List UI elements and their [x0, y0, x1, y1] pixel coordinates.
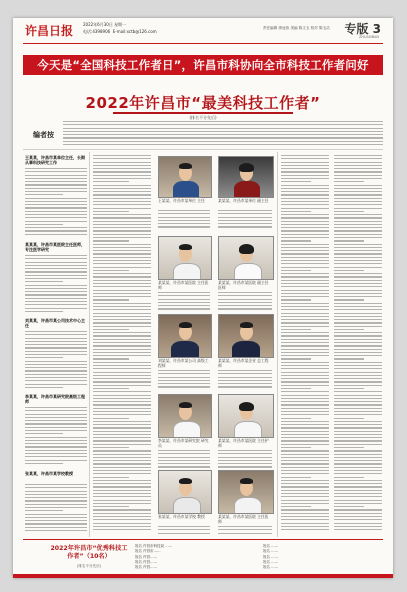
photo-caption: 某某某，许昌市某医院 副主任医师 — [218, 280, 269, 290]
portrait-photo — [218, 156, 274, 198]
article-subhead: 张某某，许昌市某学校教授 — [25, 471, 73, 476]
bottom-bar — [13, 574, 393, 578]
editor-note-label: 编者按 — [33, 131, 54, 139]
list-item: 姓名 许昌市…… — [135, 549, 161, 554]
article-text — [25, 168, 87, 238]
divider — [89, 152, 90, 537]
article-text — [25, 331, 87, 391]
title-underline — [113, 112, 293, 114]
list-item: 姓名 …… — [263, 565, 279, 570]
editor-credits: 责任编辑 廖冠伟 美编 陈文玉 校对 陈玉洁 — [263, 26, 330, 30]
intro-text — [63, 121, 383, 149]
portrait-photo — [158, 236, 212, 280]
title-note: (排名不分先后) — [189, 115, 217, 120]
article-text — [334, 155, 382, 535]
phone-line: 电话:4398906 E-mail:xctb@126.com — [83, 29, 157, 34]
photo-caption: 某某某，许昌市某医院 主任医师 — [218, 514, 269, 524]
section-label: 专版 3 — [344, 22, 381, 36]
article-text — [218, 210, 272, 230]
newspaper-page — [13, 18, 393, 578]
footer-rule — [23, 539, 383, 540]
masthead-rule — [23, 43, 383, 44]
article-text — [218, 370, 272, 390]
list-item: 姓名 …… — [263, 559, 279, 564]
portrait-photo — [158, 394, 212, 438]
article-text — [25, 255, 87, 315]
list-item: 姓名 …… — [263, 554, 279, 559]
portrait-photo — [218, 394, 274, 438]
article-text — [25, 407, 87, 467]
article-text — [281, 155, 329, 535]
photo-caption: 某某某，许昌市某企业 总工程师 — [218, 358, 269, 368]
article-text — [158, 210, 210, 230]
portrait-photo — [218, 314, 274, 358]
masthead — [13, 18, 393, 48]
photo-caption: 张某某，许昌市某学校 教授 — [158, 514, 205, 519]
article-subhead: 某某某，许昌市某医院主任医师，专注医学研究 — [25, 242, 85, 252]
divider — [23, 149, 383, 150]
footer-title: 2022年许昌市“优秀科技工作者”（10名） — [50, 545, 128, 560]
photo-caption: 李某某，许昌市某研究院 研究员 — [158, 438, 209, 448]
divider — [277, 152, 278, 537]
portrait-photo — [158, 470, 212, 514]
article-text — [158, 526, 210, 538]
article-text — [93, 155, 151, 535]
photo-caption: 某某某，许昌市某单位 副主任 — [218, 198, 269, 203]
portrait-photo — [158, 156, 212, 198]
headline-banner: 今天是“全国科技工作者日”，许昌市科协向全市科技工作者问好 — [23, 55, 383, 75]
article-subhead: 王某某，许昌市某单位主任，长期从事科技研究工作 — [25, 155, 85, 165]
article-text — [218, 450, 272, 470]
portrait-photo — [218, 236, 274, 280]
issue-date: 2022年6月30日 星期一 — [83, 22, 127, 27]
article-text — [158, 370, 210, 390]
list-item: 姓名 许昌…… — [135, 554, 158, 559]
photo-caption: 某某某，许昌市某医院 主任医师 — [158, 280, 209, 290]
article-text — [218, 292, 272, 312]
article-subhead: 刘某某，许昌市某公司技术中心主任 — [25, 318, 85, 328]
honoree-list — [263, 544, 383, 570]
article-text — [158, 292, 210, 312]
photo-caption: 刘某某，许昌市某公司 高级工程师 — [158, 358, 209, 368]
article-text — [158, 450, 210, 470]
newspaper-logo: 许昌日报 — [25, 24, 74, 38]
photo-caption: 某某某，许昌市某医院 主任护师 — [218, 438, 269, 448]
article-text — [25, 484, 87, 536]
list-item: 姓名 …… — [263, 544, 279, 548]
list-item: 姓名 许昌市科技局 …… — [135, 544, 173, 548]
honoree-list — [135, 544, 255, 570]
list-item: 姓名 …… — [263, 549, 279, 554]
page-title: 2022年许昌市“最美科技工作者” — [85, 94, 321, 112]
list-item: 姓名 许昌…… — [135, 559, 158, 564]
list-item: 姓名 许昌…… — [135, 565, 158, 570]
email-text: E-mail:xctb@126.com — [112, 29, 157, 34]
footer-subtitle: (排名不分先后) — [76, 564, 102, 568]
photo-caption: 王某某，许昌市某单位 主任 — [158, 198, 205, 203]
article-subhead: 李某某，许昌市某研究院高级工程师 — [25, 394, 85, 404]
portrait-photo — [158, 314, 212, 358]
portrait-photo — [218, 470, 274, 514]
article-text — [218, 526, 272, 538]
section-label-en: ZHUANBAN — [358, 35, 379, 39]
